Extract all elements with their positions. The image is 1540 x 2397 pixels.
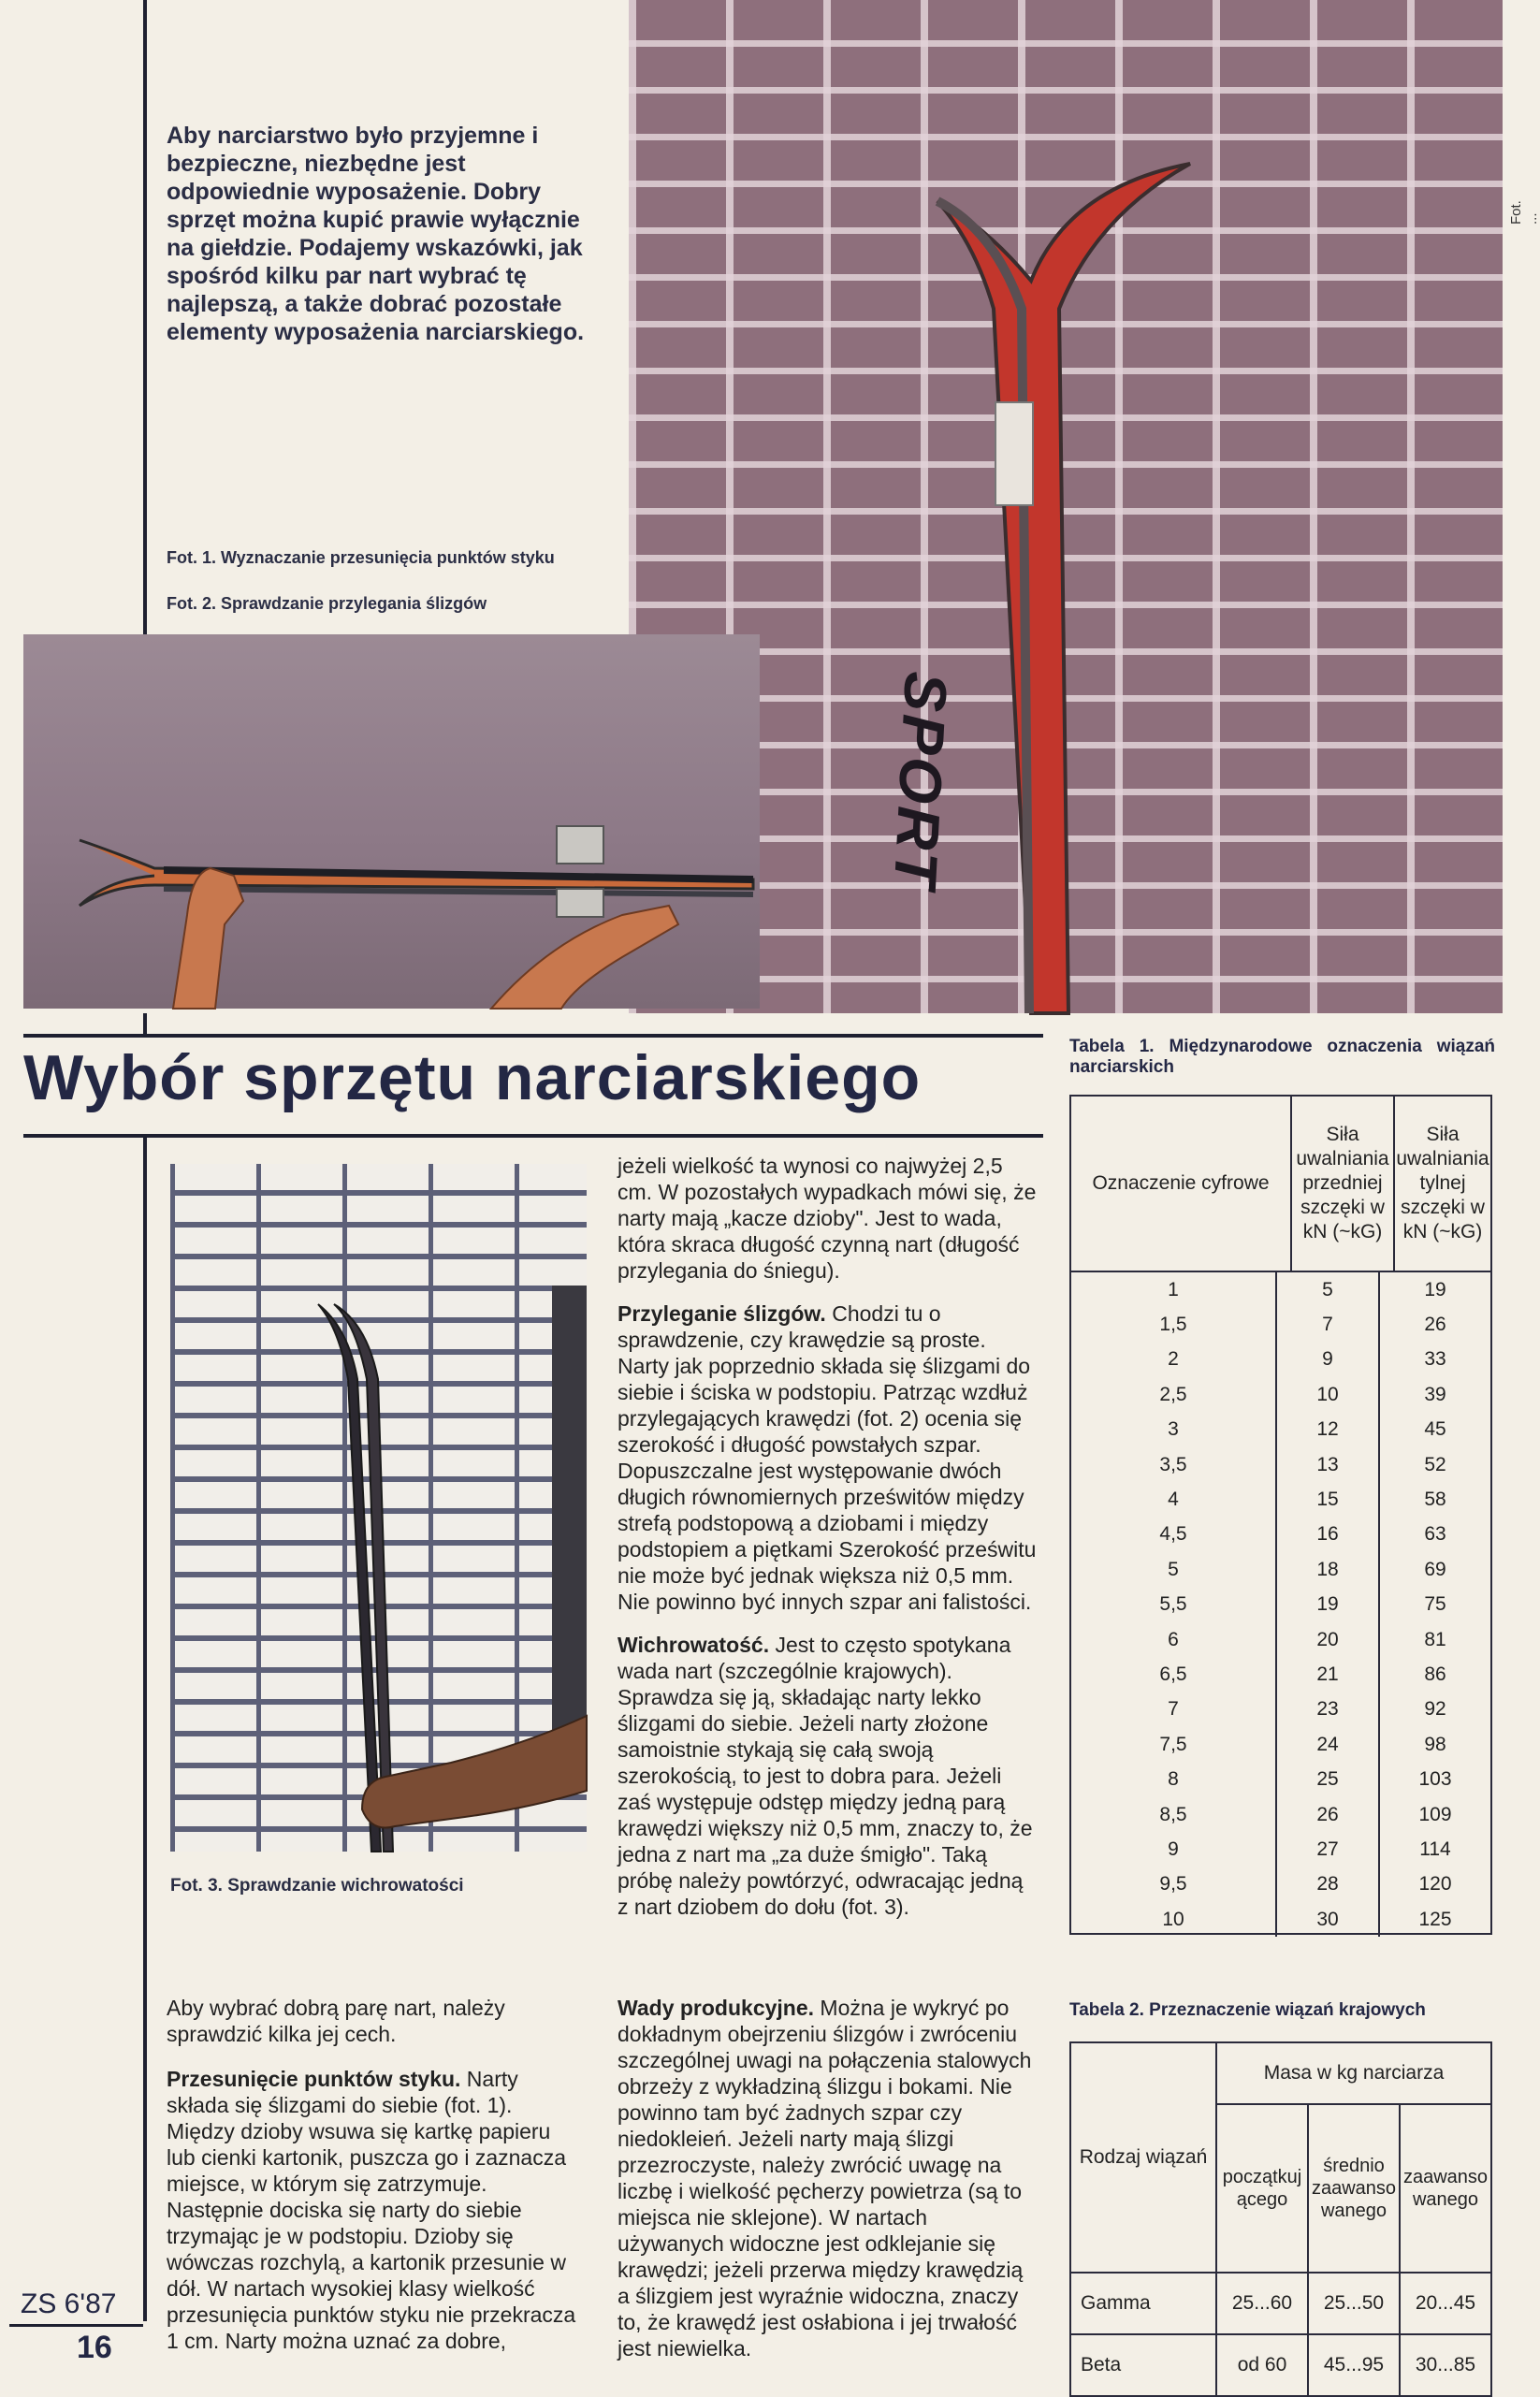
table1-cell: 27 bbox=[1276, 1832, 1379, 1867]
column-mid-top-text bbox=[617, 1153, 1039, 1920]
photo-warp-check bbox=[170, 1164, 587, 1852]
table1-cell: 114 bbox=[1419, 1838, 1451, 1860]
table-row bbox=[1071, 1552, 1490, 1587]
table2 bbox=[1069, 2041, 1492, 2397]
paragraph: Przesunięcie punktów styku. Narty składa się ślizgami do siebie (fot. 1). Między dzioby wsuwa się kartkę papieru lub cienki kartonik, puszcza go i zaznacza miejsce, w którym się zatrzymuje. Następnie dociska się narty do siebie trzymając je w podstopiu. Dzioby się wówczas rozchylą, a kartonik przesunie w dół. W nartach wysokiej klasy wielkość przesunięcia punktów styku nie przekracza 1 cm. Narty można uznać za dobre, bbox=[167, 2067, 576, 2353]
table2-cell: 20...45 bbox=[1400, 2273, 1491, 2334]
ski-illustration bbox=[629, 0, 1503, 1013]
column-rule-top bbox=[143, 0, 147, 636]
table1-cell: 30 bbox=[1276, 1902, 1379, 1937]
table1-cell: 20 bbox=[1276, 1622, 1379, 1657]
table1-cell: 10 bbox=[1071, 1902, 1276, 1937]
table-row bbox=[1070, 2273, 1491, 2334]
table1-cell: 75 bbox=[1424, 1593, 1446, 1616]
table1-caption: Tabela 1. Międzynarodowe oznaczenia wiązań narciarskich bbox=[1069, 1037, 1495, 1077]
table2-header-type: Rodzaj wiązań bbox=[1070, 2042, 1216, 2273]
paragraph: Wichrowatość. Jest to często spotykana wada nart (szczególnie krajowych). Sprawdza się ją, składając narty lekko ślizgami do siebie. Jeżeli narty złożone samoistnie stykają się całą swoją szerokością, to jest to dobra para. Jeżeli zaś występuje odstęp między jedną parą krawędzi większy niż 0,5 mm, znaczy to, że jedna z nart ma „za duże śmigło". Taką próbę należy powtórzyć, odwracając jedną z nart dziobem do dołu (fot. 3). bbox=[617, 1633, 1033, 1919]
table2-cell: 45...95 bbox=[1308, 2334, 1400, 2396]
table2-cell: 25...60 bbox=[1216, 2273, 1308, 2334]
table1-cell: 18 bbox=[1276, 1552, 1379, 1587]
table1-cell: 4,5 bbox=[1071, 1518, 1276, 1552]
table-row bbox=[1071, 1622, 1490, 1657]
table-row bbox=[1071, 1727, 1490, 1762]
table-row bbox=[1071, 1447, 1490, 1482]
table1-cell: 13 bbox=[1276, 1447, 1379, 1482]
table1-cell: 19 bbox=[1276, 1588, 1379, 1622]
table1-cell: 109 bbox=[1418, 1803, 1452, 1825]
table2-header-mass: Masa w kg narciarza bbox=[1216, 2042, 1491, 2104]
table1-cell: 125 bbox=[1418, 1908, 1452, 1930]
table-row bbox=[1071, 1657, 1490, 1692]
table1-cell: 3 bbox=[1071, 1413, 1276, 1447]
table2-caption: Tabela 2. Przeznaczenie wiązań krajowych bbox=[1069, 2000, 1426, 2020]
photo-credit: Fot. ... bbox=[1508, 200, 1540, 225]
table-row bbox=[1071, 1307, 1490, 1342]
table1-cell: 25 bbox=[1276, 1762, 1379, 1796]
table1-cell: 3,5 bbox=[1071, 1447, 1276, 1482]
table1-cell: 2,5 bbox=[1071, 1377, 1276, 1412]
table1 bbox=[1071, 1097, 1490, 1272]
table2-cell: od 60 bbox=[1216, 2334, 1308, 2396]
caption-foto1: Fot. 1. Wyznaczanie przesunięcia punktów styku bbox=[167, 548, 555, 567]
table1-cell: 6,5 bbox=[1071, 1657, 1276, 1692]
table1-cell: 16 bbox=[1276, 1518, 1379, 1552]
caption-foto3: Fot. 3. Sprawdzanie wichrowatości bbox=[170, 1876, 464, 1896]
paragraph: Przyleganie ślizgów. Chodzi tu o sprawdzenie, czy krawędzie są proste. Narty jak poprzednio składa się ślizgami do siebie i ściska w podstopiu. Patrząc wzdłuż przylegających krawędzi (fot. 2) ocenia się szerokość i długość powstałych szpar. Dopuszczalne jest występowanie dwóch długich równomiernych prześwitów między strefą podstopową a dziobami i między podstopiem a piętkami Szerokość prześwitu nie może być jednak większa niż 0,5 mm. Nie powinno być innych szpar ani falistości. bbox=[617, 1301, 1037, 1614]
table2-cell: Beta bbox=[1070, 2334, 1216, 2396]
table1-cell: 12 bbox=[1276, 1413, 1379, 1447]
table1-cell: 5 bbox=[1276, 1272, 1379, 1307]
table1-cell: 19 bbox=[1424, 1278, 1446, 1300]
table1-cell: 4 bbox=[1071, 1482, 1276, 1517]
intro-text: Aby narciarstwo było przyjemne i bezpieczne, niezbędne jest odpowiednie wyposażenie. Dobry sprzęt można kupić prawie wyłącznie na giełdzie. Podajemy wskazówki, jak spośród kilku par nart wybrać tę najlepszą, a także dobrać pozostałe elementy wyposażenia narciarskiego. bbox=[167, 123, 585, 345]
table1-cell: 7,5 bbox=[1071, 1727, 1276, 1762]
table1-cell: 98 bbox=[1424, 1733, 1446, 1755]
table1-cell: 24 bbox=[1276, 1727, 1379, 1762]
table1-cell: 33 bbox=[1424, 1348, 1446, 1371]
table1-cell: 5,5 bbox=[1071, 1588, 1276, 1622]
table1-cell: 7 bbox=[1071, 1692, 1276, 1727]
table1-cell: 9,5 bbox=[1071, 1867, 1276, 1902]
table2-header-advanced: zaawansowanego bbox=[1400, 2104, 1491, 2273]
table1-cell: 7 bbox=[1276, 1307, 1379, 1342]
table1-cell: 21 bbox=[1276, 1657, 1379, 1692]
table1-header-code: Oznaczenie cyfrowe bbox=[1071, 1097, 1291, 1271]
table1-header-row bbox=[1071, 1097, 1490, 1271]
table2-header-row-1 bbox=[1070, 2042, 1491, 2104]
table1-cell: 86 bbox=[1424, 1663, 1446, 1685]
table1-cell: 63 bbox=[1424, 1523, 1446, 1546]
table1-cell: 81 bbox=[1424, 1628, 1446, 1650]
table1-cell: 23 bbox=[1276, 1692, 1379, 1727]
table1-cell: 1 bbox=[1071, 1272, 1276, 1307]
table2-cell: 25...50 bbox=[1308, 2273, 1400, 2334]
table2-frame bbox=[1069, 2041, 1492, 2397]
table1-header-front: Siła uwalniania przedniej szczęki w kN (~kG) bbox=[1291, 1097, 1394, 1271]
table-row bbox=[1071, 1832, 1490, 1867]
table1-cell: 120 bbox=[1418, 1873, 1452, 1896]
table-row bbox=[1071, 1413, 1490, 1447]
table2-header-intermediate: średnio zaawansowanego bbox=[1308, 2104, 1400, 2273]
table1-cell: 52 bbox=[1424, 1453, 1446, 1475]
caption-foto2: Fot. 2. Sprawdzanie przylegania ślizgów bbox=[167, 594, 487, 613]
footer-rule bbox=[9, 2324, 143, 2327]
table1-cell: 9 bbox=[1276, 1343, 1379, 1377]
footer-issue: ZS 6'87 bbox=[21, 2288, 117, 2319]
table1-frame bbox=[1069, 1095, 1492, 1935]
table1-cell: 69 bbox=[1424, 1558, 1446, 1580]
table1-cell: 58 bbox=[1424, 1489, 1446, 1511]
table2-cell: Gamma bbox=[1070, 2273, 1216, 2334]
table1-cell: 2 bbox=[1071, 1343, 1276, 1377]
paragraph: jeżeli wielkość ta wynosi co najwyżej 2,5 cm. W pozostałych wypadkach mówi się, że narty mają „kacze dzioby". Jest to wada, która skraca długość czynną nart (długość przylegania do śniegu). bbox=[617, 1154, 1037, 1283]
column-mid-bottom-text bbox=[617, 1995, 1039, 2361]
hands-skis-illustration bbox=[23, 634, 760, 1009]
table1-body bbox=[1071, 1272, 1490, 1937]
table-row bbox=[1071, 1797, 1490, 1832]
table1-cell: 45 bbox=[1424, 1418, 1446, 1441]
paragraph: Aby wybrać dobrą parę nart, należy sprawdzić kilka jej cech. bbox=[167, 1996, 505, 2046]
table1-cell: 39 bbox=[1424, 1383, 1446, 1405]
table1-cell: 1,5 bbox=[1071, 1307, 1276, 1342]
table1-cell: 6 bbox=[1071, 1622, 1276, 1657]
table-row bbox=[1071, 1588, 1490, 1622]
table1-cell: 26 bbox=[1424, 1314, 1446, 1336]
table1-cell: 103 bbox=[1418, 1768, 1452, 1791]
table1-cell: 28 bbox=[1276, 1867, 1379, 1902]
page-title: Wybór sprzętu narciarskiego bbox=[23, 1042, 922, 1113]
table2-header-beginner: początkującego bbox=[1216, 2104, 1308, 2273]
photo-ski-against-wall bbox=[629, 0, 1503, 1013]
table-row bbox=[1071, 1867, 1490, 1902]
table1-cell: 10 bbox=[1276, 1377, 1379, 1412]
table-row bbox=[1071, 1902, 1490, 1937]
table-row bbox=[1071, 1343, 1490, 1377]
table1-cell: 8 bbox=[1071, 1762, 1276, 1796]
title-tick bbox=[143, 1013, 147, 1038]
table1-cell: 26 bbox=[1276, 1797, 1379, 1832]
table1-header-rear: Siła uwalniania tylnej szczęki w kN (~kG) bbox=[1394, 1097, 1490, 1271]
table-row bbox=[1071, 1377, 1490, 1412]
table-row bbox=[1070, 2334, 1491, 2396]
table2-cell: 30...85 bbox=[1400, 2334, 1491, 2396]
page-number: 16 bbox=[77, 2330, 112, 2365]
column-left-text bbox=[167, 1995, 578, 2354]
paragraph: Wady produkcyjne. Można je wykryć po dokładnym obejrzeniu ślizgów i zwróceniu szczególnej uwagi na połączenia stalowych obrzeży z wykładziną ślizgu i bokami. Nie powinno tam być żadnych szpar czy niedokleień. Jeżeli narty mają ślizgi przezroczyste, należy zwrócić uwagę na liczbę i wielkość pęcherzy powietrza (są to miejsca nie sklejone). W nartach używanych widoczne jest odklejanie się krawędzi; jeżeli przerwa między krawędzią a ślizgiem jest wyraźnie widoczna, znaczy to, że krawędź jest osłabiona i jej trwałość jest niewielka. bbox=[617, 1996, 1032, 2361]
table1-cell: 8,5 bbox=[1071, 1797, 1276, 1832]
table-row bbox=[1071, 1482, 1490, 1517]
table-row bbox=[1071, 1762, 1490, 1796]
table1-cell: 5 bbox=[1071, 1552, 1276, 1587]
table-row bbox=[1071, 1692, 1490, 1727]
ski-brand-text: SPORT bbox=[880, 670, 961, 893]
table1-cell: 15 bbox=[1276, 1482, 1379, 1517]
table1-cell: 9 bbox=[1071, 1832, 1276, 1867]
title-rule-bottom bbox=[23, 1134, 1043, 1138]
table-row bbox=[1071, 1518, 1490, 1552]
photo-ski-contact-points bbox=[23, 634, 760, 1009]
column-rule-bottom bbox=[143, 1138, 147, 2321]
warp-illustration bbox=[170, 1164, 587, 1852]
table1-cell: 92 bbox=[1424, 1698, 1446, 1721]
table-row bbox=[1071, 1272, 1490, 1307]
title-rule-top bbox=[23, 1034, 1043, 1038]
